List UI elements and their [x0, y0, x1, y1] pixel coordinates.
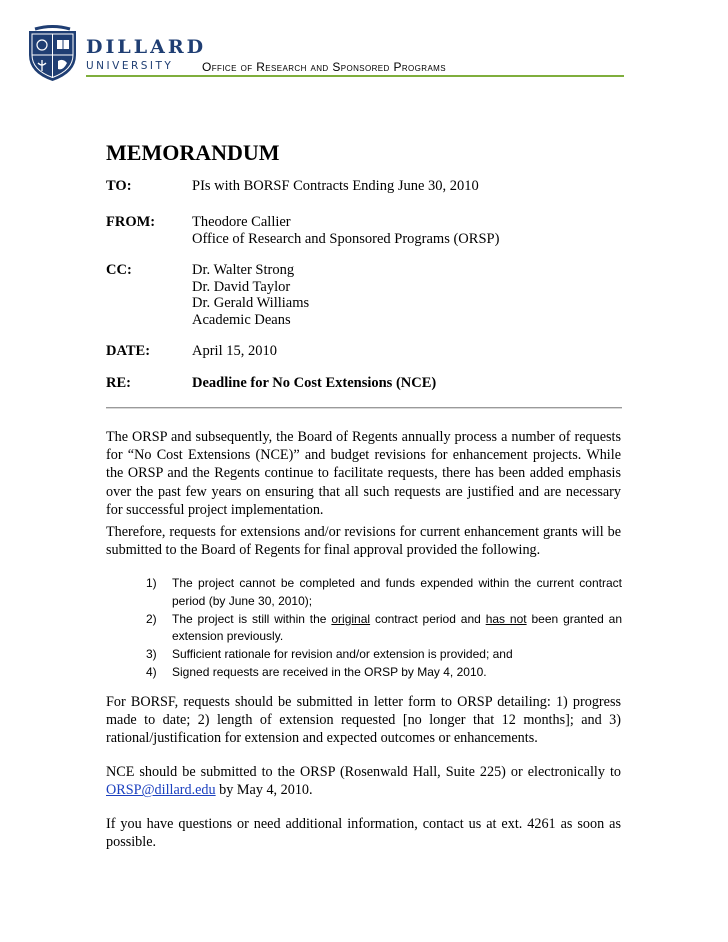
- cc-line: Dr. Gerald Williams: [192, 295, 310, 311]
- submission-deadline: by May 4, 2010.: [215, 782, 313, 799]
- list-number: 4): [146, 664, 157, 679]
- brand-name: DILLARD: [86, 36, 207, 58]
- memo-title: MEMORANDUM: [106, 140, 280, 165]
- list-item: [146, 646, 622, 664]
- to-value: PIs with BORSF Contracts Ending June 30, 2010: [192, 178, 479, 194]
- paragraph-borsf: For BORSF, requests should be submitted in letter form to ORSP detailing: 1) progress made to date; 2) length of extension requested [no longer that 12 months]; and 3) rational/justification for extension and expected outcomes or enhancements.: [106, 694, 621, 747]
- from-line: Office of Research and Sponsored Programs (ORSP): [192, 230, 500, 247]
- list-item: [146, 575, 622, 611]
- conditions-list: [146, 575, 622, 682]
- paragraph-intro: The ORSP and subsequently, the Board of Regents annually process a number of requests for “No Cost Extensions (NCE)” and budget revisions for enhancement projects. While the ORSP and the Regents continue to facilitate requests, there has been added emphasis over the past few years on ensuring that all such requests are justified and are necessary for successful project implementation.: [106, 429, 621, 518]
- re-value: Deadline for No Cost Extensions (NCE): [192, 375, 437, 391]
- cc-line: Academic Deans: [192, 311, 291, 328]
- list-text: been granted an extension previously.: [172, 611, 623, 644]
- list-text: Sufficient rationale for revision and/or extension is provided; and: [172, 647, 513, 662]
- orsp-email-link[interactable]: ORSP@dillard.edu: [106, 782, 216, 799]
- from-line: Theodore Callier: [192, 214, 291, 230]
- list-text: contract period and: [370, 611, 486, 626]
- underlined-text: original: [331, 611, 371, 626]
- brand-subtitle: UNIVERSITY: [86, 60, 174, 72]
- list-text: Signed requests are received in the ORSP by May 4, 2010.: [172, 664, 487, 679]
- cc-value: [192, 262, 309, 328]
- header-separator: [106, 407, 622, 408]
- paragraph-contact: If you have questions or need additional information, contact us at ext. 4261 as soon as possible.: [106, 816, 621, 851]
- paragraph-conditions: Therefore, requests for extensions and/or revisions for current enhancement grants will be submitted to the Board of Regents for final approval provided the following.: [106, 524, 621, 559]
- header-rule: [86, 75, 624, 77]
- list-item: [146, 664, 622, 682]
- paragraph-submission: [106, 763, 621, 799]
- date-value: April 15, 2010: [192, 343, 277, 359]
- underlined-text: has not: [485, 611, 527, 626]
- dillard-university-seal-icon: [25, 25, 80, 83]
- cc-line: Dr. David Taylor: [192, 278, 291, 295]
- list-number: 2): [146, 611, 157, 626]
- list-text: The project cannot be completed and funds expended within the current contract period (by June 30, 2010);: [172, 576, 622, 608]
- list-number: 1): [146, 576, 157, 590]
- list-number: 3): [146, 647, 157, 662]
- letterhead: [0, 0, 728, 90]
- list-text: The project is still within the: [172, 611, 332, 626]
- cc-label: CC:: [106, 262, 132, 278]
- from-label: FROM:: [106, 214, 156, 230]
- office-name: Office of Research and Sponsored Programs: [202, 60, 446, 74]
- list-item: [146, 611, 622, 647]
- re-label: RE:: [106, 375, 131, 391]
- from-value: [192, 214, 499, 247]
- date-label: DATE:: [106, 343, 151, 359]
- cc-line: Dr. Walter Strong: [192, 262, 295, 278]
- submission-text: NCE should be submitted to the ORSP (Rosenwald Hall, Suite 225) or electronically to: [106, 764, 621, 780]
- to-label: TO:: [106, 178, 132, 194]
